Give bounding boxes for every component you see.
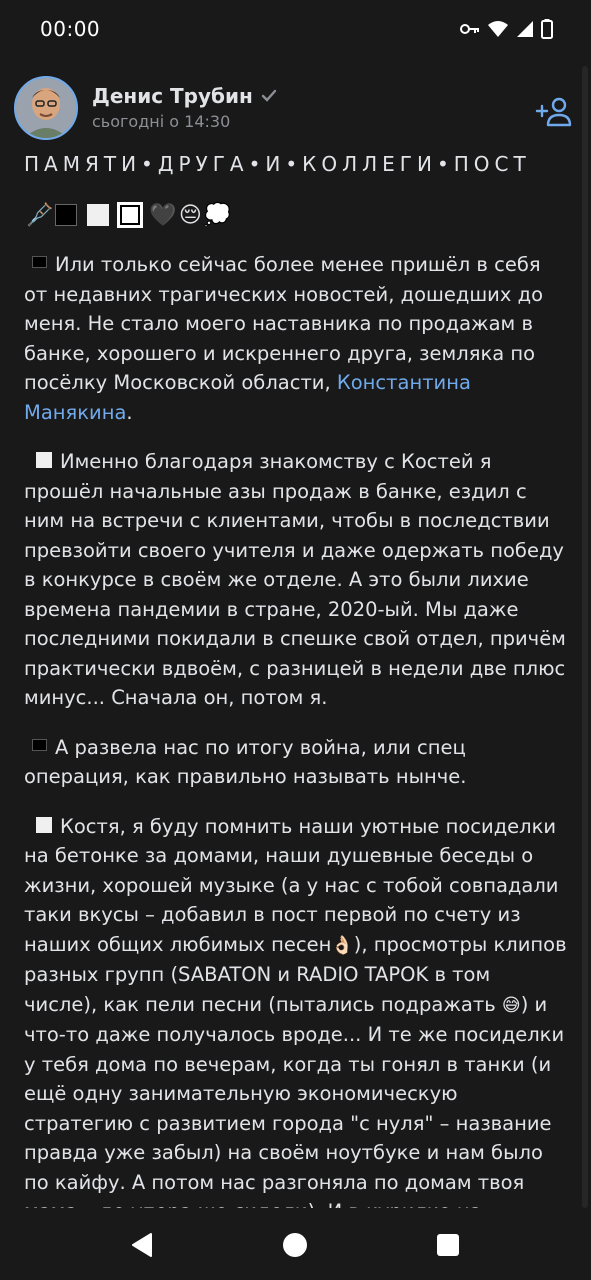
black-square-button-emoji	[117, 202, 143, 228]
thought-balloon-emoji: 💭	[203, 202, 232, 228]
author-name-text[interactable]: Денис Трубин	[92, 84, 253, 108]
author-name[interactable]	[92, 84, 277, 108]
vpn-key-icon	[460, 22, 480, 36]
paragraph-1	[24, 250, 569, 427]
scrollbar[interactable]	[582, 66, 588, 1208]
paragraph-1-text: Или только сейчас более менее пришёл в себя от недавних трагических новостей, дошедших до меня. Не стало моего наставника по продажам в банке, хорошего и искреннего друга, земляка по посёлку Московской области,	[24, 253, 544, 394]
navigation-bar	[0, 1208, 591, 1280]
battery-icon	[541, 19, 553, 39]
black-square-emoji	[55, 204, 77, 226]
avatar[interactable]	[14, 76, 78, 140]
post-title: ПАМЯТИ•ДРУГА•И•КОЛЛЕГИ•ПОСТ	[24, 152, 531, 176]
pensive-face-emoji: 😔	[178, 202, 202, 228]
paragraph-4-text-1: Костя, я буду помнить наши уютные посиделки на бетонке за домами, наши душевные беседы о жизни, хорошей музыке (а у нас с тобой совпадали таки вкусы – добавил в пост первой по счету из наших общих любимых песен	[24, 814, 559, 956]
post-body	[24, 250, 569, 1276]
paragraph-3	[24, 733, 569, 792]
check-icon	[261, 88, 277, 104]
add-friend-icon[interactable]	[535, 96, 573, 128]
crutch-emoji: 🩼	[26, 202, 54, 228]
paragraph-4	[24, 812, 569, 1257]
grinning-sweat-emoji: 😅	[501, 994, 521, 1016]
status-bar	[0, 0, 591, 58]
paragraph-2	[24, 447, 569, 713]
paragraph-2-text: Именно благодаря знакомству с Костей я прошёл начальные азы продаж в банке, ездил с ним на встречи с клиентами, чтобы в последствии превзойти своего учителя и даже одержать победу в конкурсе в своём же отделе. А это были лихие времена пандемии в стране, 2020-ый. Мы даже последними покидали в спешке свой отдел, причём практически вдвоём, с разницей в недели две плюс минус... Сначала он, потом я.	[24, 450, 566, 709]
white-square-bullet	[36, 817, 52, 833]
signal-icon	[516, 20, 534, 38]
white-square-emoji	[87, 204, 109, 226]
avatar-image	[16, 78, 76, 138]
recents-square-icon[interactable]	[437, 1234, 459, 1256]
ok-hand-emoji: 👌🏻	[331, 934, 354, 956]
status-time: 00:00	[40, 17, 101, 41]
black-square-bullet	[32, 256, 47, 268]
white-square-bullet	[36, 452, 52, 468]
wifi-icon	[487, 20, 509, 38]
paragraph-3-text: А развела нас по итогу война, или спец операция, как правильно называть нынче.	[24, 735, 467, 788]
paragraph-4-text-2: ), просмотры клипов разных групп (SABATON и RADIO TAPOK в том числе), как пели песни (пытались подражать	[24, 932, 567, 1016]
back-triangle-icon[interactable]	[130, 1233, 154, 1257]
emoji-row	[26, 200, 231, 230]
post-time: сьогодні о 14:30	[92, 112, 231, 131]
paragraph-1-end: .	[126, 400, 133, 424]
black-heart-emoji: 🖤	[149, 202, 177, 228]
home-circle-icon[interactable]	[283, 1233, 307, 1257]
post-header	[14, 76, 579, 142]
mention-link[interactable]: Константина Манякина	[24, 371, 471, 424]
paragraph-4-text-3: ) и что-то даже получалось вроде... И те же посиделки у тебя дома по вечерам, когда ты гонял в танки (и ещё одну занимательную экономическую стратегию с развитием города "с нуля" – название правда уже забыл) на своём ноутбуке и нам было по кайфу. А потом нас разгоняла по домам твоя	[24, 992, 565, 1194]
black-square-bullet	[32, 739, 47, 751]
status-icons	[460, 19, 553, 39]
